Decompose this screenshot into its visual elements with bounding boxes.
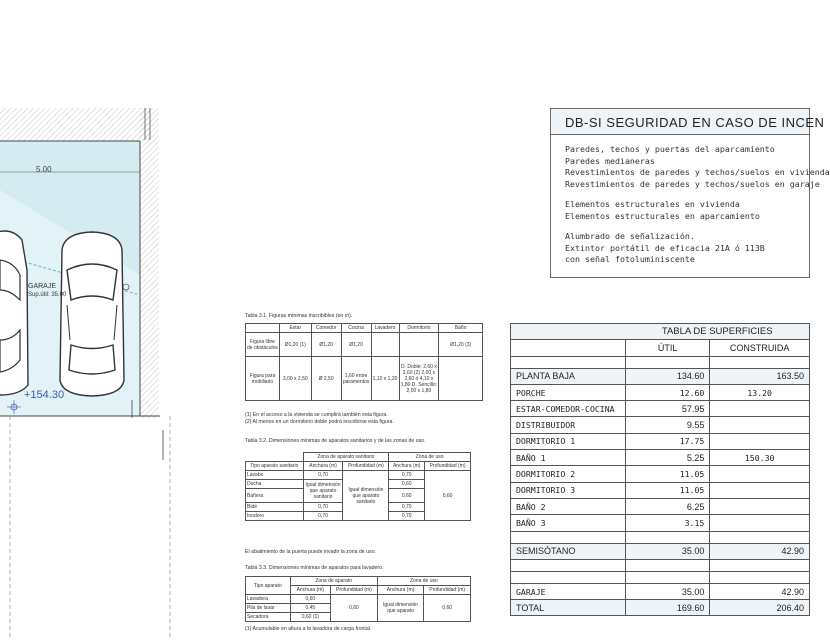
table-cell: Igual dimensión que aparato sanitario <box>343 471 389 521</box>
row-construida <box>710 466 810 482</box>
table-row <box>511 433 810 449</box>
table-3-1-caption: Tabla 3.1. Figuras mínimas inscribibles (en m). <box>245 313 353 319</box>
table-cell: Estar <box>279 324 311 333</box>
row-util: 11.05 <box>625 466 709 482</box>
row-util: 6.25 <box>625 498 709 514</box>
row-name: ESTAR-COMEDOR-COCINA <box>511 401 626 417</box>
table-row <box>511 368 810 384</box>
table-cell: Ø1,20 (1) <box>279 333 311 357</box>
row-construida: 42.90 <box>710 583 810 599</box>
superficies-table <box>510 323 810 616</box>
row-construida: 150.30 <box>710 450 810 466</box>
row-construida <box>710 417 810 433</box>
table-cell <box>399 333 439 357</box>
row-util: 17.75 <box>625 433 709 449</box>
row-util: 3.15 <box>625 515 709 531</box>
table-cell: Zona de aparato <box>290 577 377 586</box>
table-3-3-block <box>245 565 485 640</box>
table-cell: Ø1,20 <box>341 333 371 357</box>
table-cell: 0,70 <box>303 503 343 512</box>
table-cell: 0,60 <box>389 480 425 489</box>
row-name: GARAJE <box>511 583 626 599</box>
table-cell: Bidé <box>246 503 304 512</box>
row-name: DORMITORIO 2 <box>511 466 626 482</box>
row-util: 57.95 <box>625 401 709 417</box>
table-row <box>511 600 810 616</box>
table-cell <box>371 333 399 357</box>
dbsi-spacer <box>565 190 809 199</box>
table-row <box>511 417 810 433</box>
table-cell: Anchura (m) <box>389 462 425 471</box>
dbsi-line: Paredes medianeras <box>565 155 655 166</box>
table-cell: Anchura (m) <box>303 462 343 471</box>
table-cell: Zona de uso <box>377 577 470 586</box>
table-cell: Figura libre de obstáculos <box>246 333 280 357</box>
table-cell: Igual dimensión que aparato sanitario <box>303 480 343 503</box>
table-3-1 <box>245 323 483 401</box>
table-cell: Zona de uso <box>389 453 471 462</box>
dimension-label: 5.00 <box>36 165 52 174</box>
dbsi-line: Revestimientos de paredes y techos/suelos en garaje <box>565 178 820 189</box>
row-util: 9.55 <box>625 417 709 433</box>
dbsi-line: Elementos estructurales en aparcamiento <box>565 210 760 221</box>
table-cell: 0,60 <box>389 489 425 503</box>
table-cell: 0,60 (1) <box>290 613 331 622</box>
dbsi-line: con señal fotoluminiscente <box>565 254 695 264</box>
table-3-2-block <box>245 438 485 558</box>
table-3-2-caption: Tabla 3.2. Dimensiones mínimas de aparatos sanitarios y de las zonas de uso. <box>245 438 426 444</box>
table-cell: 0,70 <box>389 503 425 512</box>
table-cell: 1,60 entre paramentos <box>341 357 371 401</box>
row-name: TOTAL <box>511 600 626 616</box>
row-construida: 42.90 <box>710 543 810 559</box>
table-3-1-note: (1) En el acceso a la vivienda se cumplirá también esta figura. <box>245 412 388 418</box>
column-header-construida: CONSTRUIDA <box>710 340 810 356</box>
dbsi-line: Extintor portátil de eficacia 21A ó 113B <box>565 242 765 253</box>
table-cell: 0,60 <box>331 595 378 622</box>
table-cell: Tipo aparato sanitario <box>246 462 304 471</box>
table-cell: 0,70 <box>389 512 425 521</box>
table-cell: Zona de aparato sanitario <box>303 453 389 462</box>
row-util: 11.05 <box>625 482 709 498</box>
row-util: 169.60 <box>625 600 709 616</box>
dbsi-line: Alumbrado de señalización. <box>565 231 695 241</box>
table-cell: Profundidad (m) <box>425 462 471 471</box>
car-right-icon <box>60 232 124 396</box>
dbsi-list <box>551 135 830 266</box>
table-cell: Bañera <box>246 489 304 503</box>
table-row <box>511 401 810 417</box>
row-name: SEMISÓTANO <box>511 543 626 559</box>
table-row <box>511 583 810 599</box>
table-3-3 <box>245 576 471 622</box>
dbsi-line: Paredes, techos y puertas del aparcamiento <box>565 144 775 154</box>
table-cell: 0,60 <box>425 471 471 521</box>
row-construida <box>710 433 810 449</box>
row-name: PORCHE <box>511 384 626 400</box>
table-cell: Ø1,20 <box>311 333 341 357</box>
table-cell: 0,70 <box>303 512 343 521</box>
row-construida <box>710 498 810 514</box>
table-cell: Igual dimensión que aparato <box>377 595 424 622</box>
table-3-1-note: (2) Al menos en un dormitorio doble podrá inscribirse esta figura. <box>245 419 394 425</box>
table-3-3-note: (1) Acumulable en altura a la lavadora de carga frontal. <box>245 626 372 632</box>
table-row <box>511 498 810 514</box>
table-cell: Pila de lavar <box>246 604 291 613</box>
table-cell: Anchura (m) <box>290 586 331 595</box>
garage-floor-plan <box>0 0 240 640</box>
table-cell: 0,60 <box>290 595 331 604</box>
table-cell <box>439 357 483 401</box>
row-util: 35.00 <box>625 583 709 599</box>
row-util: 5.25 <box>625 450 709 466</box>
row-util: 12.60 <box>625 384 709 400</box>
table-row <box>511 466 810 482</box>
table-cell: D. Doble: 2,60 x 2,60 (2) 2,00 x 2,60 ó 4,10 x 1,80 D. Sencillo: 2,00 x 1,80 <box>399 357 439 401</box>
table-cell: Inodoro <box>246 512 304 521</box>
table-row <box>511 450 810 466</box>
superficies-title: TABLA DE SUPERFICIES <box>625 324 809 340</box>
row-name: BAÑO 1 <box>511 450 626 466</box>
table-cell: Ø 2,50 <box>311 357 341 401</box>
dbsi-line: Revestimientos de paredes y techos/suelos en vivienda <box>565 167 830 177</box>
dbsi-line: Elementos estructurales en vivienda <box>565 199 740 209</box>
table-cell: 1,10 x 1,20 <box>371 357 399 401</box>
table-3-3-caption: Tabla 3.3. Dimensiones mínimas de aparatos para lavadero. <box>245 565 384 571</box>
table-cell: Anchura (m) <box>377 586 424 595</box>
table-cell: 0,70 <box>389 471 425 480</box>
table-cell: Tipo aparato <box>246 577 291 595</box>
room-area: Sup.útil: 35.00 <box>28 292 67 298</box>
dbsi-title: DB-SI SEGURIDAD EN CASO DE INCEN <box>551 109 809 135</box>
row-name: DISTRIBUIDOR <box>511 417 626 433</box>
table-cell: Secadora <box>246 613 291 622</box>
table-cell: Cocina <box>341 324 371 333</box>
row-name: BAÑO 2 <box>511 498 626 514</box>
table-cell: Lavabo <box>246 471 304 480</box>
table-cell: Profundidad (m) <box>331 586 378 595</box>
table-cell: Ø1,20 (3) <box>439 333 483 357</box>
dbsi-panel <box>550 108 830 278</box>
row-construida <box>710 482 810 498</box>
table-row <box>511 543 810 559</box>
row-util: 134.60 <box>625 368 709 384</box>
garage-drawing <box>0 0 240 640</box>
table-cell: Baño <box>439 324 483 333</box>
row-construida: 13.20 <box>710 384 810 400</box>
table-cell: Profundidad (m) <box>424 586 471 595</box>
table-cell: Profundidad (m) <box>343 462 389 471</box>
table-cell: 3,00 x 2,50 <box>279 357 311 401</box>
row-name: DORMITORIO 1 <box>511 433 626 449</box>
table-cell: Lavadero <box>371 324 399 333</box>
table-row <box>511 482 810 498</box>
row-name: DORMITORIO 3 <box>511 482 626 498</box>
car-left-icon <box>0 231 28 395</box>
table-cell: 0,45 <box>290 604 331 613</box>
row-construida: 206.40 <box>710 600 810 616</box>
table-cell <box>246 324 280 333</box>
table-cell: Dormitorio <box>399 324 439 333</box>
column-header-util: ÚTIL <box>625 340 709 356</box>
level-label: +154.30 <box>24 389 65 401</box>
table-cell: 0,70 <box>303 471 343 480</box>
row-construida <box>710 515 810 531</box>
dbsi-spacer <box>565 222 809 231</box>
table-cell: Comedor <box>311 324 341 333</box>
table-row <box>511 515 810 531</box>
table-cell: 0,60 <box>424 595 471 622</box>
table-3-2-note: El abatimiento de la puerta puede invadir la zona de uso. <box>245 549 376 555</box>
row-name: PLANTA BAJA <box>511 368 626 384</box>
row-util: 35.00 <box>625 543 709 559</box>
table-cell: Lavadora <box>246 595 291 604</box>
table-3-1-block <box>245 313 485 423</box>
row-construida <box>710 401 810 417</box>
table-cell: Figura para mobiliario <box>246 357 280 401</box>
row-construida: 163.50 <box>710 368 810 384</box>
room-label: GARAJE <box>28 283 57 290</box>
table-row <box>511 384 810 400</box>
row-name: BAÑO 3 <box>511 515 626 531</box>
table-cell: Ducha <box>246 480 304 489</box>
table-3-2 <box>245 452 471 521</box>
